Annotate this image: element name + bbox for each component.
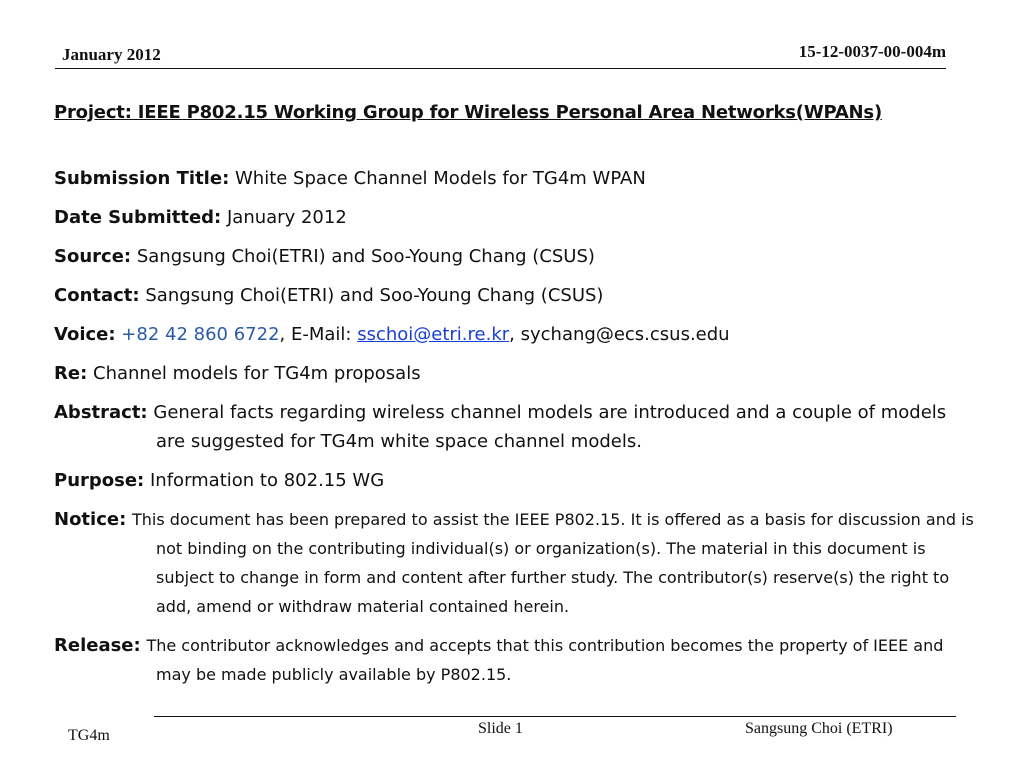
email-label: , E-Mail: [279,324,358,345]
footer-divider [154,716,956,717]
field-contact [54,281,974,310]
field-value: Sangsung Choi(ETRI) and Soo-Young Chang (CSUS) [145,285,604,306]
footer-group-name: TG4m [68,727,110,744]
email-link[interactable]: sschoi@etri.re.kr [357,324,510,345]
email-secondary: , sychang@ecs.csus.edu [509,324,730,345]
project-title: Project: IEEE P802.15 Working Group for Wireless Personal Area Networks(WPANs) [54,102,882,123]
field-value: The contributor acknowledges and accepts that this contribution becomes the property of IEEE and may be made publicly available by P802.15. [146,636,944,684]
field-value: January 2012 [227,207,347,228]
field-voice [54,320,974,349]
field-label: Source: [54,246,132,267]
field-label: Abstract: [54,402,148,423]
field-value: General facts regarding wireless channel models are introduced and a couple of models are suggested for TG4m white space channel models. [153,402,947,452]
field-label: Voice: [54,324,116,345]
field-release [54,631,974,689]
field-source [54,242,974,271]
field-value: Information to 802.15 WG [150,470,385,491]
phone-number: +82 42 860 6722 [121,324,280,345]
field-label: Release: [54,635,141,656]
field-re [54,359,974,388]
field-notice [54,505,974,621]
field-purpose [54,466,974,495]
field-value: Sangsung Choi(ETRI) and Soo-Young Chang (CSUS) [136,246,595,267]
document-number: 15-12-0037-00-004m [798,42,946,61]
field-label: Submission Title: [54,168,230,189]
field-label: Notice: [54,509,127,530]
field-value: This document has been prepared to assist the IEEE P802.15. It is offered as a basis for discussion and is not binding on the contributing individual(s) or organization(s). The material in this document is subject to change in form and content after further study. The contributor(s) reserve(s) the right to add, amend or withdraw material contained herein. [132,510,974,616]
field-label: Re: [54,363,88,384]
field-abstract [54,398,974,456]
field-label: Purpose: [54,470,145,491]
header-divider [55,68,946,69]
field-label: Contact: [54,285,140,306]
footer-author: Sangsung Choi (ETRI) [745,720,893,737]
field-date-submitted [54,203,974,232]
field-value: Channel models for TG4m proposals [93,363,421,384]
header-date: January 2012 [62,45,161,64]
slide-number: Slide 1 [478,720,523,737]
field-label: Date Submitted: [54,207,222,228]
field-submission-title [54,164,974,193]
submission-fields [54,164,974,699]
field-value: White Space Channel Models for TG4m WPAN [235,168,646,189]
